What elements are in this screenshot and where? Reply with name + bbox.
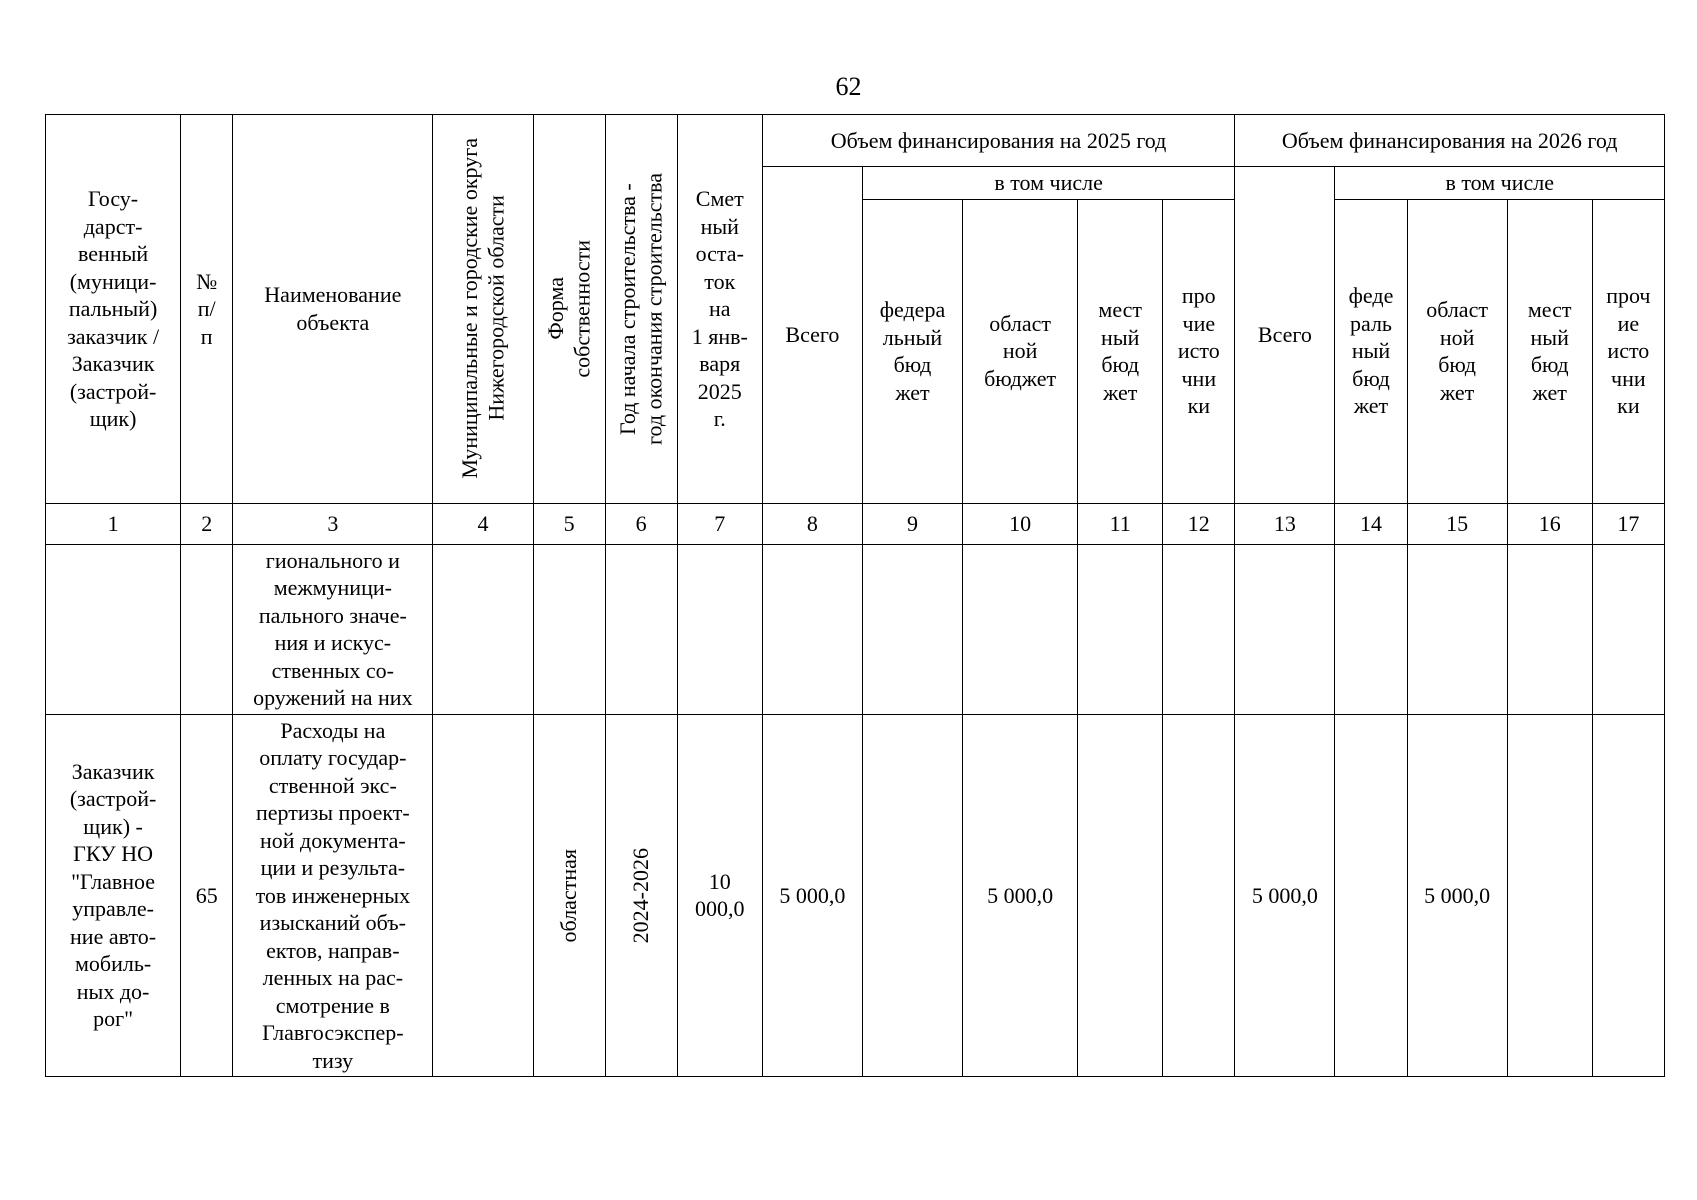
header-customer: Госу- дарст- венный (муници- пальный) заказчик / Заказчик (застрой- щик): [46, 115, 181, 504]
row-federal-2025: [862, 714, 962, 1077]
table-row-65: [46, 714, 1665, 1077]
row-ownership-cell: [533, 714, 605, 1077]
row-years-cell: [605, 714, 677, 1077]
header-total-2025: Всего: [762, 167, 862, 504]
row-number: 65: [181, 714, 233, 1077]
column-number: 12: [1163, 503, 1235, 544]
row-districts: [433, 714, 533, 1077]
column-number: 3: [233, 503, 433, 544]
row-total-2025: 5 000,0: [762, 714, 862, 1077]
row-regional-2025: 5 000,0: [963, 714, 1078, 1077]
column-number: 2: [181, 503, 233, 544]
header-total-2026: Всего: [1235, 167, 1335, 504]
empty-cell: [862, 544, 962, 714]
column-number: 8: [762, 503, 862, 544]
empty-cell: [181, 544, 233, 714]
column-number: 6: [605, 503, 677, 544]
empty-cell: [1407, 544, 1507, 714]
column-number: 1: [46, 503, 181, 544]
empty-cell: [1335, 544, 1407, 714]
header-other-2025: про чие исто чни ки: [1163, 199, 1235, 503]
empty-cell: [605, 544, 677, 714]
column-number: 17: [1592, 503, 1664, 544]
row-regional-2026: 5 000,0: [1407, 714, 1507, 1077]
empty-cell: [533, 544, 605, 714]
row-estimate: 10 000,0: [677, 714, 762, 1077]
header-regional-2025: област ной бюджет: [963, 199, 1078, 503]
column-number: 4: [433, 503, 533, 544]
header-federal-2025: федера льный бюд жет: [862, 199, 962, 503]
empty-cell: [1235, 544, 1335, 714]
empty-cell: [433, 544, 533, 714]
header-ownership-cell: [533, 115, 605, 504]
page-number: 62: [835, 72, 862, 101]
column-number: 10: [963, 503, 1078, 544]
header-districts-cell: [433, 115, 533, 504]
column-number: 9: [862, 503, 962, 544]
empty-cell: [1078, 544, 1163, 714]
row-object-name: Расходы на оплату государ- ственной экс- пертизы проект- ной документа- ции и результа- тов инженерных изысканий объ- ектов, направ- ленных на рас- смотрение в Главгосэкспер- тизу: [233, 714, 433, 1077]
column-number: 7: [677, 503, 762, 544]
financing-table: [45, 114, 1665, 1077]
row-other-2025: [1163, 714, 1235, 1077]
empty-cell: [1592, 544, 1664, 714]
row-years: 2024-2026: [627, 847, 653, 943]
row-local-2026: [1507, 714, 1592, 1077]
row-federal-2026: [1335, 714, 1407, 1077]
header-years-cell: [605, 115, 677, 504]
column-number: 14: [1335, 503, 1407, 544]
row-local-2025: [1078, 714, 1163, 1077]
header-financing-2026: Объем финансирования на 2026 год: [1235, 115, 1665, 167]
header-federal-2026: феде раль ный бюд жет: [1335, 199, 1407, 503]
header-other-2026: проч ие исто чни ки: [1592, 199, 1664, 503]
empty-cell: [1163, 544, 1235, 714]
row-ownership: областная: [555, 848, 581, 942]
header-financing-2025: Объем финансирования на 2025 год: [762, 115, 1235, 167]
header-estimate: Смет ный оста- ток на 1 янв- варя 2025 г.: [677, 115, 762, 504]
empty-cell: [1507, 544, 1592, 714]
header-num: № п/ п: [181, 115, 233, 504]
continuation-object-name: гионального и межмуници- пального значе- ния и искус- ственных со- оружений на них: [233, 544, 433, 714]
table-row-continuation: [46, 544, 1665, 714]
header-districts: Муниципальные и городские округа Нижегородской области: [456, 138, 508, 480]
column-number: 16: [1507, 503, 1592, 544]
header-local-2025: мест ный бюд жет: [1078, 199, 1163, 503]
column-number: 11: [1078, 503, 1163, 544]
header-in-that-2025: в том числе: [862, 167, 1234, 200]
header-object-name: Наименование объекта: [233, 115, 433, 504]
column-numbers-row: [46, 503, 1665, 544]
column-number: 15: [1407, 503, 1507, 544]
header-local-2026: мест ный бюд жет: [1507, 199, 1592, 503]
empty-cell: [677, 544, 762, 714]
header-years: Год начала строительства - год окончания строительства: [614, 172, 667, 445]
header-ownership: Форма собственности: [542, 239, 595, 378]
row-total-2026: 5 000,0: [1235, 714, 1335, 1077]
column-number: 13: [1235, 503, 1335, 544]
header-row-1: [46, 115, 1665, 167]
column-number: 5: [533, 503, 605, 544]
empty-cell: [46, 544, 181, 714]
empty-cell: [762, 544, 862, 714]
header-in-that-2026: в том числе: [1335, 167, 1665, 200]
empty-cell: [963, 544, 1078, 714]
row-customer: Заказчик (застрой- щик) - ГКУ НО "Главное управле- ние авто- мобиль- ных до- рог": [46, 714, 181, 1077]
header-regional-2026: област ной бюд жет: [1407, 199, 1507, 503]
row-other-2026: [1592, 714, 1664, 1077]
